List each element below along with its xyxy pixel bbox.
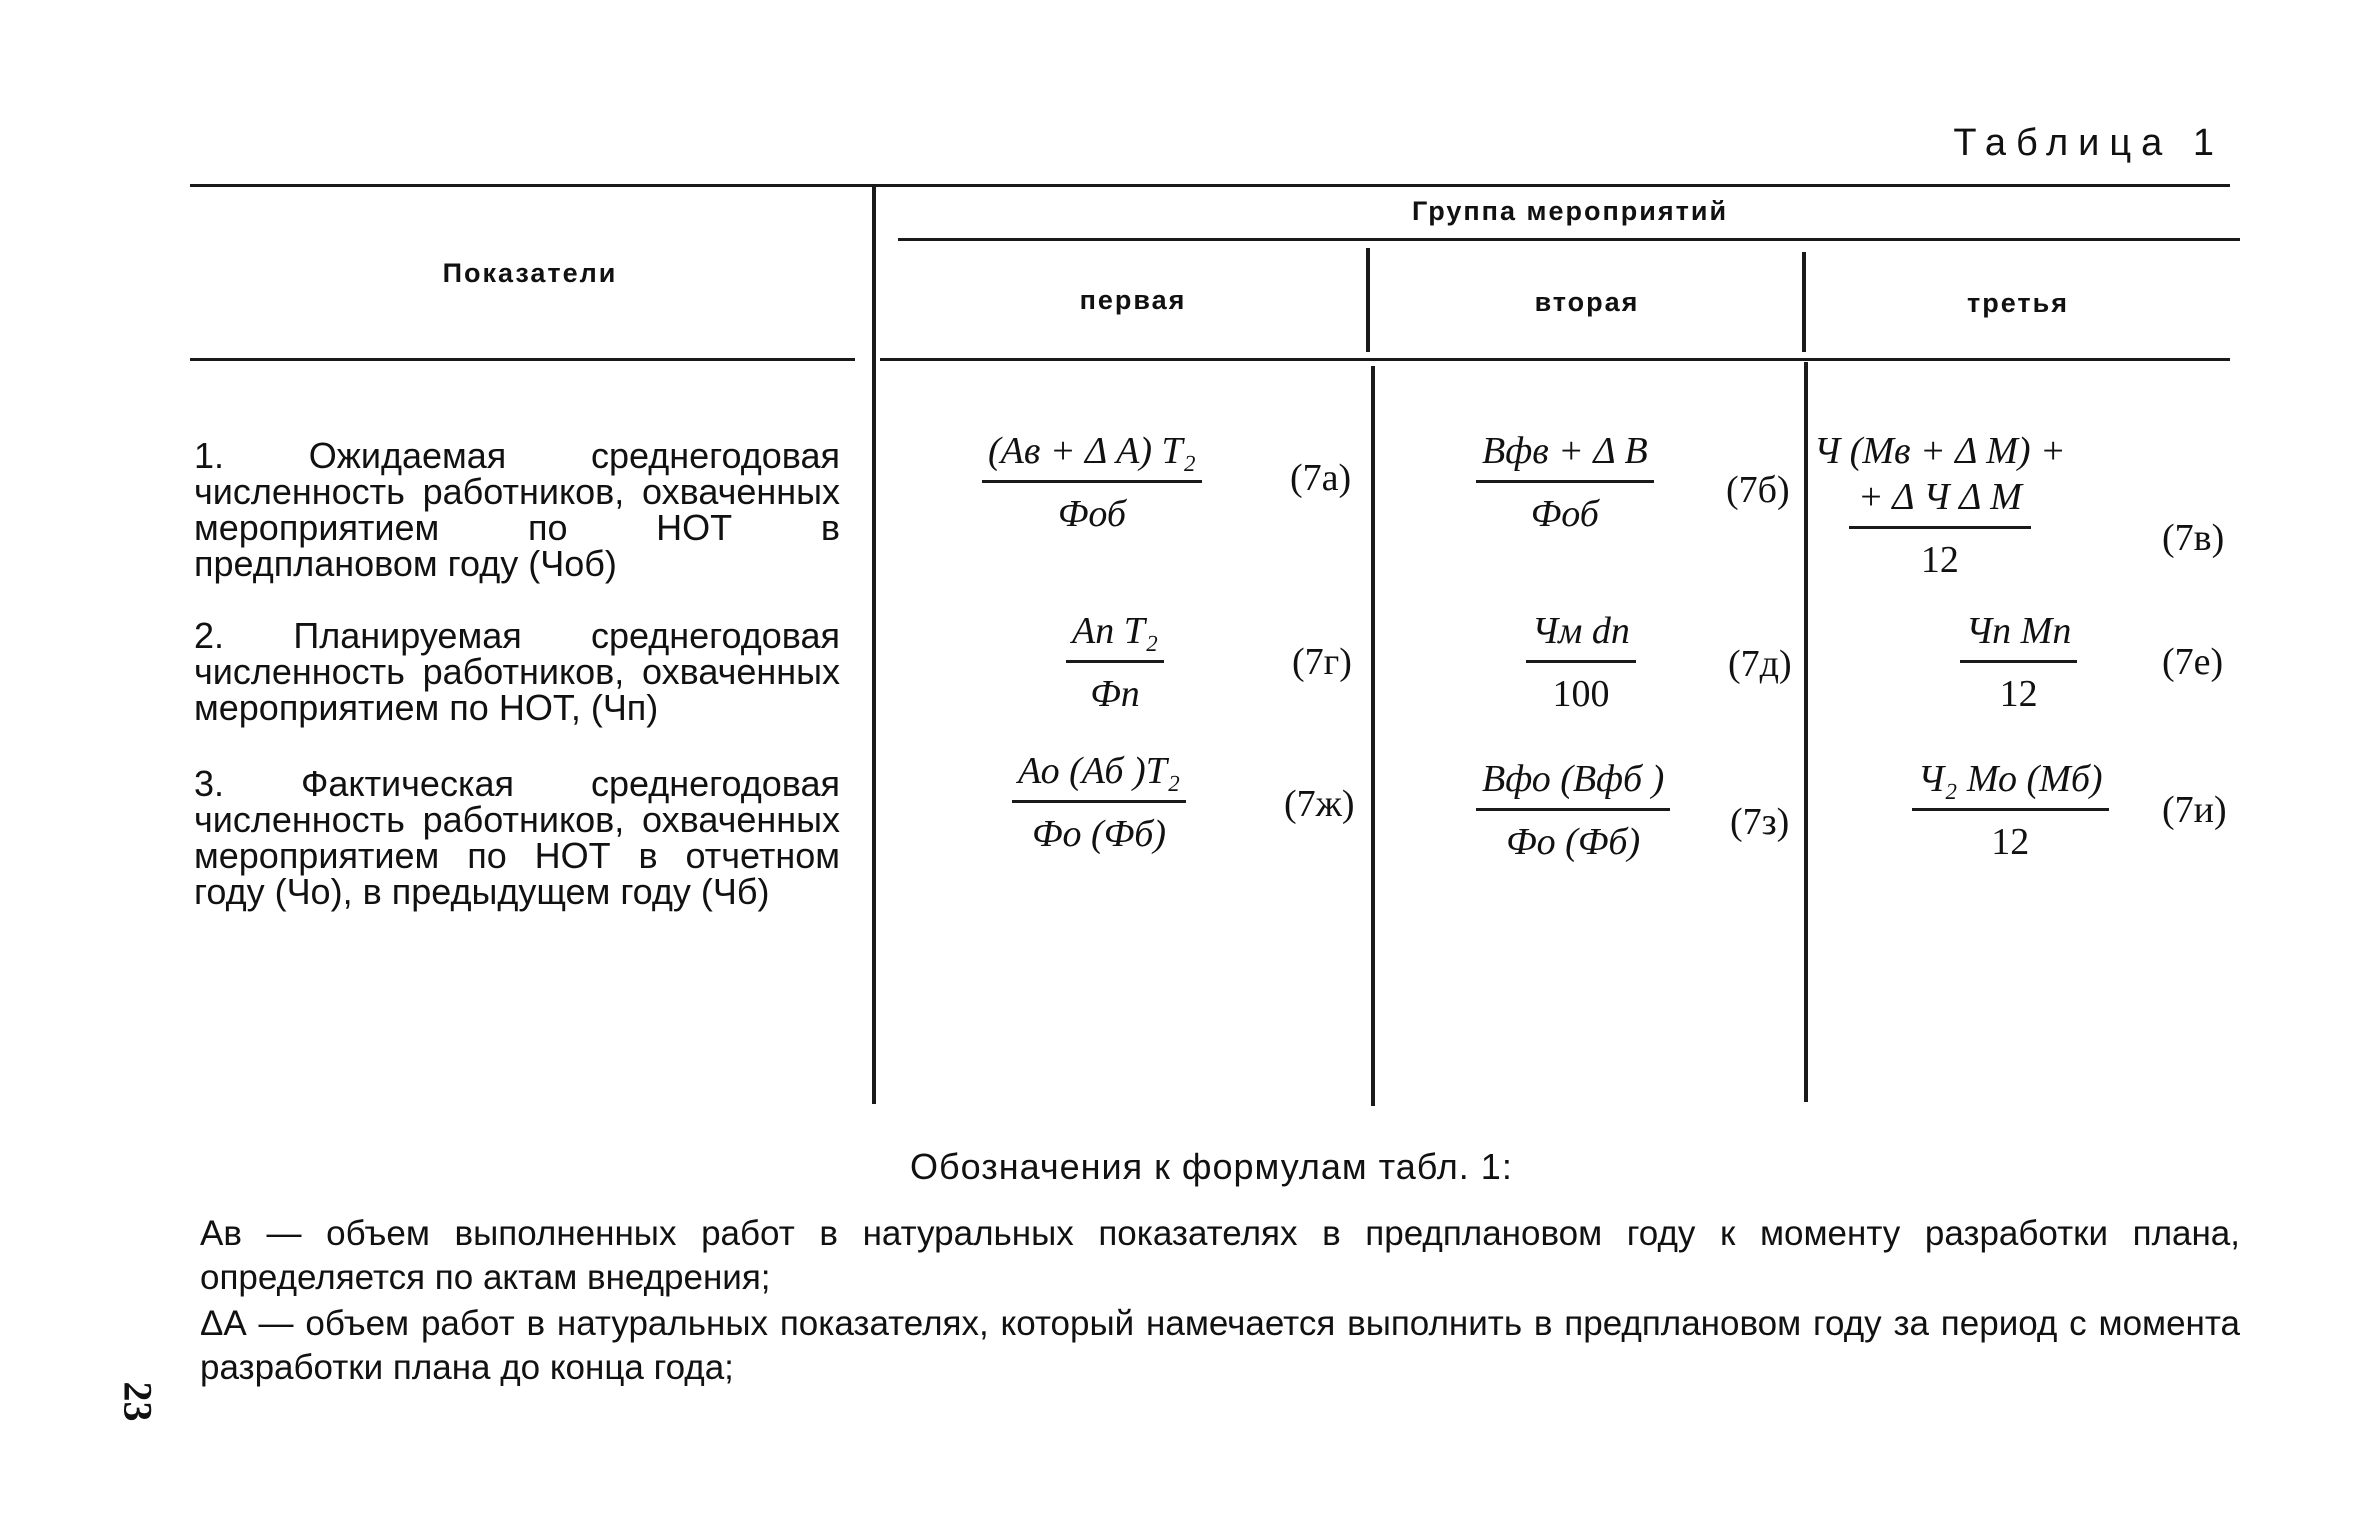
formula-7d-denominator: 100 (1552, 673, 1610, 715)
header-group: Группа мероприятий (1411, 196, 1729, 226)
formula-7i-numerator: Ч₂ Мо (Мб) (1912, 756, 2109, 811)
column-divider-first-head (1366, 248, 1370, 352)
formula-7e-denominator: 12 (1999, 673, 2038, 715)
formula-7z-numerator: Вфо (Вфб ) (1476, 756, 1670, 811)
legend-paragraph-2: ΔА — объем работ в натуральных показателях, который намечается выполнить в предплановом году за период с момента разработки плана до конца года; (200, 1304, 2240, 1387)
formula-7a (982, 428, 1202, 537)
formula-7i-denominator: 12 (1991, 821, 2030, 863)
formula-7v-numerator-line-1: Ч (Мв + Δ М) + (1814, 430, 2066, 472)
formula-7d-numerator: Чм dп (1526, 608, 1636, 663)
formula-7v-numerator-line-2: + Δ Ч Δ М (1849, 474, 2031, 529)
formula-7d-number: (7д) (1728, 643, 1792, 685)
formula-7g-denominator: Фп (1090, 673, 1140, 715)
row-2-indicator: 2. Планируемая среднегодовая численность работников, охваченных мероприятием по НОТ, (Чп) (194, 615, 840, 728)
header-first: первая (1079, 285, 1187, 315)
formula-7i (1912, 756, 2109, 865)
column-divider-second-head (1802, 252, 1806, 352)
formula-7b-numerator: Вфв + Δ В (1476, 428, 1654, 483)
formula-7e (1960, 608, 2077, 717)
formula-7zh-denominator: Фо (Фб) (1032, 813, 1167, 855)
formula-7z-number: (7з) (1730, 801, 1790, 843)
formula-7v (1808, 428, 2072, 583)
formula-7v-denominator: 12 (1920, 539, 1959, 581)
row-3-indicator: 3. Фактическая среднегодовая численность работников, охваченных мероприятием по НОТ в отчетном году (Чо), в предыдущем году (Чб) (194, 763, 840, 912)
header-second: вторая (1534, 287, 1640, 317)
formula-7g-number: (7г) (1292, 641, 1352, 683)
formula-7e-numerator: Чп Мп (1960, 608, 2077, 663)
column-divider-first (1371, 366, 1375, 1106)
formula-7zh (1012, 748, 1186, 857)
formula-7zh-number: (7ж) (1284, 783, 1355, 825)
legend-title: Обозначения к формулам табл. 1: (910, 1146, 1513, 1187)
formula-7e-number: (7е) (2162, 641, 2224, 683)
page-number: 23 (115, 1381, 161, 1422)
formula-7v-number: (7в) (2162, 517, 2225, 559)
formula-7a-denominator: Фоб (1057, 493, 1126, 535)
column-divider-main (872, 186, 876, 1104)
header-bottom-rule-left (190, 358, 855, 361)
group-header-rule (898, 238, 2240, 241)
formula-7z-denominator: Фо (Фб) (1506, 821, 1641, 863)
formula-7a-numerator: (Ав + Δ А) Т₂ (982, 428, 1202, 483)
table-label: Таблица 1 (1953, 122, 2224, 164)
header-bottom-rule-right (880, 358, 2230, 361)
formula-7d (1526, 608, 1636, 717)
formula-7b-number: (7б) (1726, 469, 1790, 511)
header-indicators: Показатели (442, 258, 618, 288)
formula-7b-denominator: Фоб (1530, 493, 1599, 535)
formula-7i-number: (7и) (2162, 789, 2227, 831)
row-1-indicator: 1. Ожидаемая среднегодовая численность работников, охваченных мероприятием по НОТ в предплановом году (Чоб) (194, 435, 840, 584)
table-top-rule (190, 184, 2230, 187)
formula-7zh-numerator: Ао (Аб )Т₂ (1012, 748, 1186, 803)
header-third: третья (1967, 288, 2069, 318)
formula-7z (1476, 756, 1670, 865)
formula-7b (1476, 428, 1654, 537)
formula-7g (1066, 608, 1164, 717)
formula-7g-numerator: Ап Т₂ (1066, 608, 1164, 663)
formula-7a-number: (7а) (1290, 457, 1352, 499)
legend-paragraph-1: Ав — объем выполненных работ в натуральных показателях в предплановом году к моменту разработки плана, определяется по актам внедрения; (200, 1214, 2240, 1297)
